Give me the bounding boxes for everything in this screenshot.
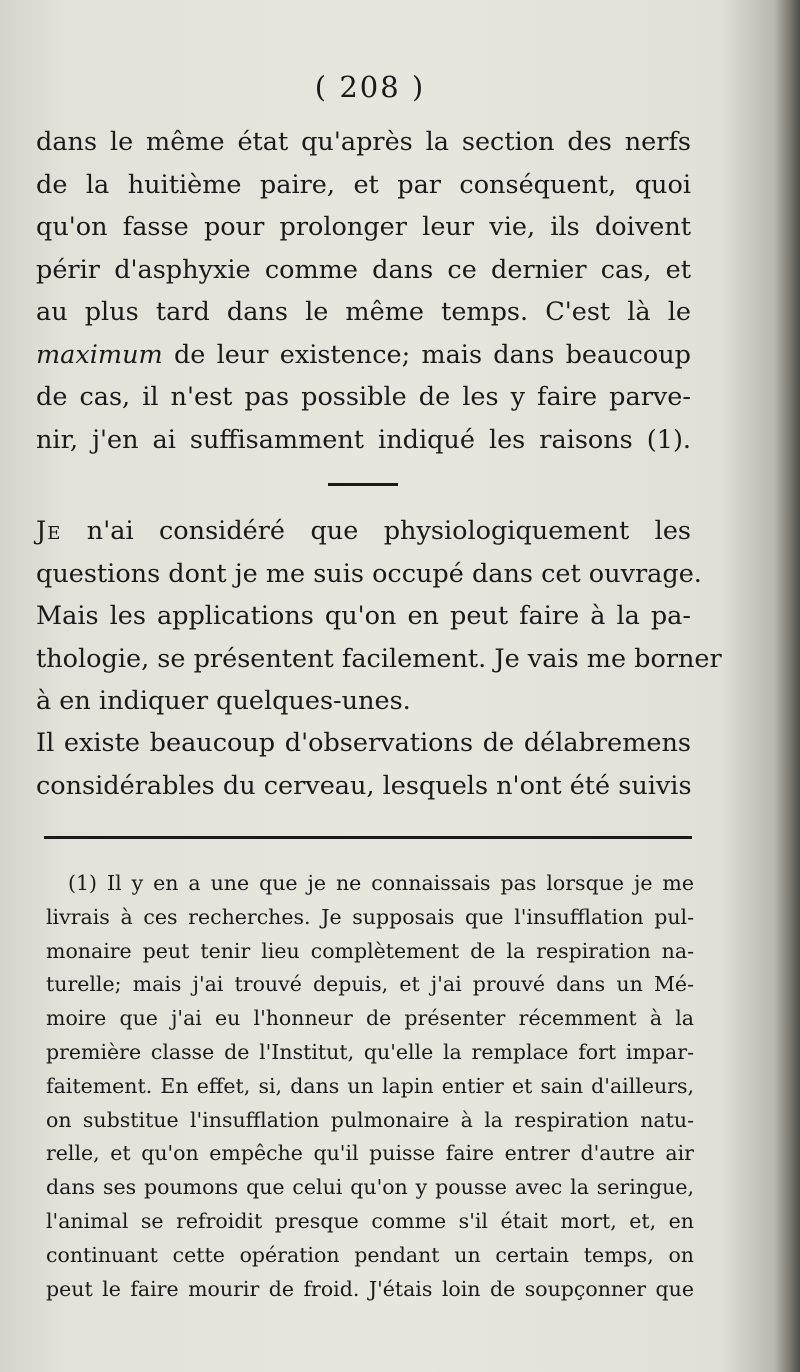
text-line: Mais les applications qu'on en peut faire à la pa-: [36, 601, 691, 631]
footnote-line: peut le faire mourir de froid. J'étais loin de soupçonner que: [46, 1276, 694, 1301]
page-edge-shadow: [774, 0, 800, 1372]
paragraph-2: [36, 510, 722, 723]
paragraph-1: [36, 121, 691, 461]
page-number: ( 208 ): [314, 70, 426, 104]
footnote-line: moire que j'ai eu l'honneur de présenter récemment à la: [46, 1006, 694, 1031]
text-line: de la huitième paire, et par conséquent, quoi: [36, 169, 691, 200]
paragraph-3: [36, 722, 691, 807]
text-line: [36, 510, 691, 553]
footnote-line: (1) Il y en a une que je ne connaissais pas lorsque je me: [68, 871, 694, 895]
text-line: considérables du cerveau, lesquels n'ont été suivis: [36, 770, 692, 801]
footnote-line: continuant cette opération pendant un certain temps, on: [46, 1242, 694, 1267]
footnote-line: on substitue l'insufflation pulmonaire à la respiration natu-: [46, 1107, 694, 1132]
footnote-line: dans ses poumons que celui qu'on y pousse avec la seringue,: [46, 1175, 694, 1200]
footnote-line: faitement. En effet, si, dans un lapin entier et sain d'ailleurs,: [46, 1073, 694, 1098]
text-line: périr d'asphyxie comme dans ce dernier cas, et: [36, 254, 691, 285]
italic-term: maximum: [36, 339, 163, 370]
text-line: dans le même état qu'après la section des nerfs: [36, 127, 691, 157]
text-fragment: de leur existence; mais dans beaucoup: [162, 339, 691, 370]
text-line: qu'on fasse pour prolonger leur vie, ils doivent: [36, 212, 691, 242]
text-line: Il existe beaucoup d'observations de délabremens: [36, 728, 691, 758]
footnote-line: monaire peut tenir lieu complètement de la respiration na-: [46, 938, 694, 963]
text-fragment: n'ai considéré que physiologiquement les: [61, 516, 691, 546]
footnote: [46, 867, 694, 1306]
footnote-line: turelle; mais j'ai trouvé depuis, et j'ai prouvé dans un Mé-: [46, 972, 694, 997]
section-divider: [328, 483, 398, 486]
text-line: thologie, se présentent facilement. Je vais me borner: [36, 643, 722, 674]
footnote-line: livrais à ces recherches. Je supposais que l'insufflation pul-: [46, 904, 694, 929]
footnote-rule: [44, 836, 692, 839]
text-line: de cas, il n'est pas possible de les y faire parve-: [36, 382, 691, 412]
text-line: à en indiquer quelques-unes.: [36, 686, 411, 716]
text-line: [36, 334, 691, 377]
text-line: au plus tard dans le même temps. C'est là le: [36, 297, 691, 327]
text-line: nir, j'en ai suffisamment indiqué les raisons (1).: [36, 424, 691, 455]
text-line: questions dont je me suis occupé dans cet ouvrage.: [36, 558, 702, 589]
footnote-line: première classe de l'Institut, qu'elle la remplace fort impar-: [46, 1039, 694, 1064]
footnote-line: l'animal se refroidit presque comme s'il était mort, et, en: [46, 1208, 694, 1233]
dropword: Je: [36, 516, 62, 546]
footnote-line: relle, et qu'on empêche qu'il puisse faire entrer d'autre air: [46, 1141, 694, 1166]
